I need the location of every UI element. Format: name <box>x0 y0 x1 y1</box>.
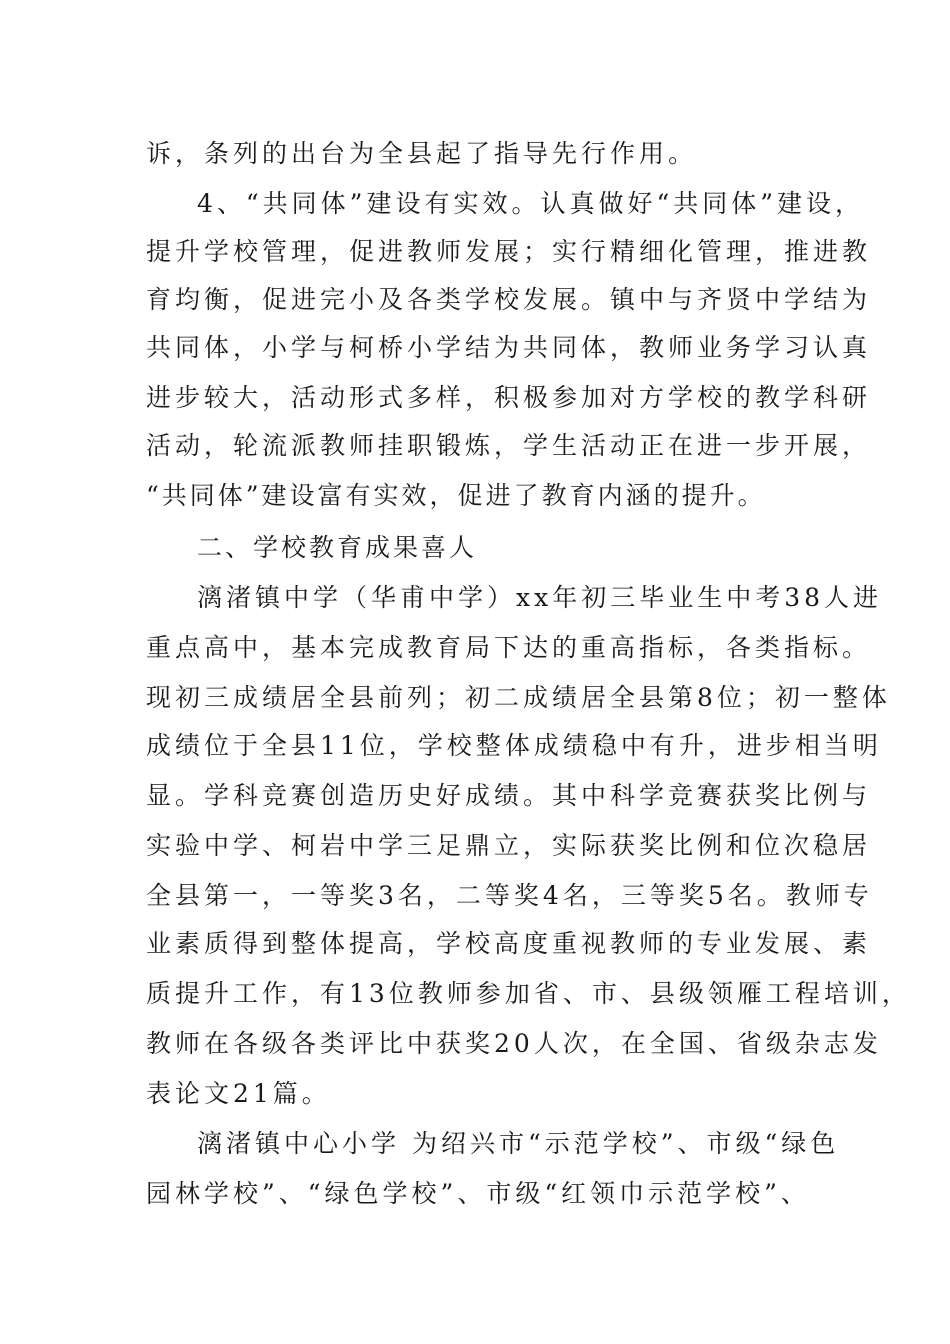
paragraph-line: 共同体，小学与柯桥小学结为共同体，教师业务学习认真 <box>146 333 872 362</box>
paragraph-line: 园林学校”、“绿色学校”、市级“红领巾示范学校”、 <box>146 1179 810 1208</box>
paragraph-line: 全县第一，一等奖3名，二等奖4名，三等奖5名。教师专 <box>146 881 873 910</box>
paragraph-line: 诉，条列的出台为全县起了指导先行作用。 <box>146 139 698 168</box>
paragraph-line: 质提升工作，有13位教师参加省、市、县级领雁工程培训， <box>146 979 911 1008</box>
paragraph-line: 教师在各级各类评比中获奖20人次，在全国、省级杂志发 <box>146 1029 882 1058</box>
paragraph-line: 重点高中，基本完成教育局下达的重高指标，各类指标。 <box>146 633 872 662</box>
paragraph-line: 表论文21篇。 <box>146 1079 331 1108</box>
paragraph-line: 漓渚镇中学（华甫中学）xx年初三毕业生中考38人进 <box>197 583 883 612</box>
paragraph-line: 实验中学、柯岩中学三足鼎立，实际获奖比例和位次稳居 <box>146 831 872 860</box>
paragraph-line: 活动，轮流派教师挂职锻炼，学生活动正在进一步开展， <box>146 431 872 460</box>
paragraph-line: 业素质得到整体提高，学校高度重视教师的专业发展、素 <box>146 929 872 958</box>
section-heading: 二、学校教育成果喜人 <box>197 533 478 562</box>
paragraph-line: 现初三成绩居全县前列；初二成绩居全县第8位；初一整体 <box>146 683 891 712</box>
paragraph-line: 提升学校管理，促进教师发展；实行精细化管理，推进教 <box>146 237 872 266</box>
paragraph-line: “共同体”建设富有实效，促进了教育内涵的提升。 <box>146 481 766 510</box>
paragraph-line: 育均衡，促进完小及各类学校发展。镇中与齐贤中学结为 <box>146 285 872 314</box>
paragraph-line: 成绩位于全县11位，学校整体成绩稳中有升，进步相当明 <box>146 731 882 760</box>
paragraph-line: 进步较大，活动形式多样，积极参加对方学校的教学科研 <box>146 383 872 412</box>
paragraph-line: 漓渚镇中心小学 为绍兴市“示范学校”、市级“绿色 <box>197 1129 840 1158</box>
paragraph-line: 4、“共同体”建设有实效。认真做好“共同体”建设， <box>197 189 865 218</box>
paragraph-line: 显。学科竞赛创造历史好成绩。其中科学竞赛获奖比例与 <box>146 781 872 810</box>
